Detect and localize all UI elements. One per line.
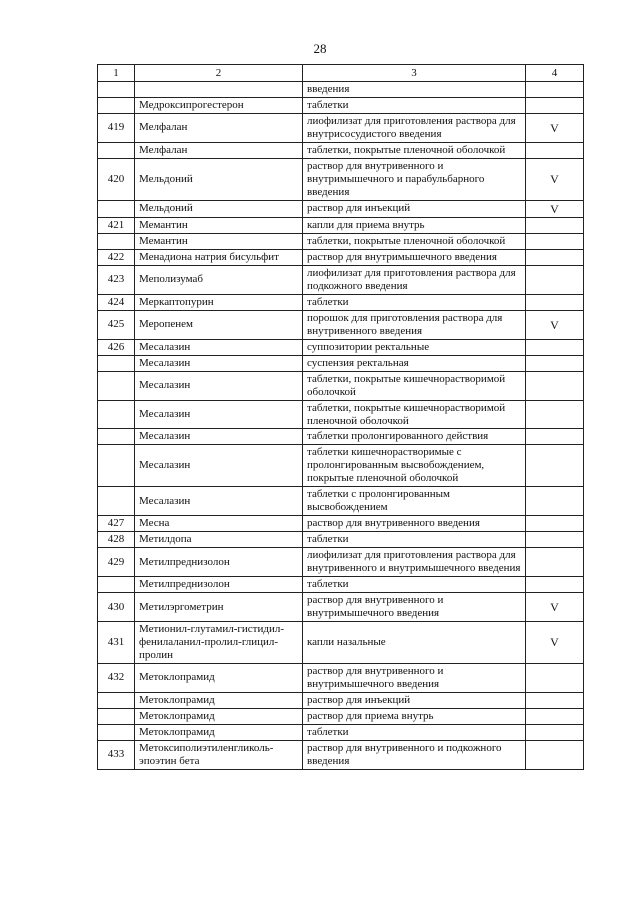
row-number [98,487,135,516]
drug-name: Месалазин [135,487,303,516]
v-mark [526,339,584,355]
dosage-form: раствор для инъекций [303,692,526,708]
drug-name: Месна [135,516,303,532]
dosage-form: таблетки [303,577,526,593]
v-mark [526,532,584,548]
drug-name: Менадиона натрия бисульфит [135,249,303,265]
table-row [98,339,584,355]
dosage-form: таблетки с пролонгированным высвобождением [303,487,526,516]
dosage-form: таблетки [303,532,526,548]
dosage-form: таблетки пролонгированного действия [303,429,526,445]
drug-name: Метилпреднизолон [135,548,303,577]
drug-name: Метилэргометрин [135,593,303,622]
column-header: 2 [135,65,303,82]
table-row [98,429,584,445]
row-number: 419 [98,113,135,142]
table-row [98,593,584,622]
row-number [98,355,135,371]
drug-name: Медроксипрогестерон [135,97,303,113]
table-row [98,158,584,200]
v-mark: V [526,113,584,142]
dosage-form: таблетки [303,724,526,740]
row-number: 430 [98,593,135,622]
dosage-form: таблетки, покрытые пленочной оболочкой [303,142,526,158]
v-mark [526,249,584,265]
table-row [98,355,584,371]
v-mark [526,217,584,233]
drug-name: Месалазин [135,400,303,429]
dosage-form: таблетки, покрытые кишечнорастворимой пленочной оболочкой [303,400,526,429]
dosage-form: суппозитории ректальные [303,339,526,355]
v-mark [526,400,584,429]
drug-name: Метоксиполиэтиленгликоль-эпоэтин бета [135,740,303,769]
dosage-form: раствор для инъекций [303,200,526,217]
table-row [98,532,584,548]
table-row [98,371,584,400]
dosage-form: раствор для внутримышечного введения [303,249,526,265]
v-mark [526,708,584,724]
row-number [98,97,135,113]
drug-name: Метоклопрамид [135,724,303,740]
column-header: 1 [98,65,135,82]
dosage-form: раствор для внутривенного и внутримышечного введения [303,593,526,622]
v-mark [526,724,584,740]
row-number: 423 [98,265,135,294]
row-number [98,142,135,158]
v-mark: V [526,310,584,339]
table-row [98,265,584,294]
dosage-form: таблетки, покрытые пленочной оболочкой [303,233,526,249]
v-mark [526,740,584,769]
row-number: 429 [98,548,135,577]
dosage-form: раствор для внутривенного введения [303,516,526,532]
dosage-form: таблетки [303,294,526,310]
dosage-form: раствор для приема внутрь [303,708,526,724]
row-number: 428 [98,532,135,548]
v-mark: V [526,593,584,622]
row-number [98,724,135,740]
table-row [98,310,584,339]
v-mark [526,663,584,692]
row-number: 431 [98,622,135,664]
column-header: 4 [526,65,584,82]
table-row [98,548,584,577]
v-mark: V [526,158,584,200]
drug-name: Метоклопрамид [135,708,303,724]
v-mark: V [526,622,584,664]
table-row [98,445,584,487]
drug-name: Месалазин [135,355,303,371]
v-mark [526,487,584,516]
drug-name: Мелфалан [135,142,303,158]
drug-name: Мелфалан [135,113,303,142]
table-row [98,516,584,532]
row-number: 422 [98,249,135,265]
dosage-form: порошок для приготовления раствора для внутривенного введения [303,310,526,339]
dosage-form: раствор для внутривенного и внутримышечного введения [303,663,526,692]
dosage-form: лиофилизат для приготовления раствора для подкожного введения [303,265,526,294]
table-row [98,692,584,708]
table-row [98,622,584,664]
row-number: 432 [98,663,135,692]
v-mark [526,429,584,445]
dosage-form: капли для приема внутрь [303,217,526,233]
row-number: 424 [98,294,135,310]
v-mark [526,577,584,593]
row-number [98,82,135,98]
table-row [98,663,584,692]
v-mark [526,294,584,310]
drug-table [97,64,584,770]
drug-name: Метилпреднизолон [135,577,303,593]
v-mark [526,371,584,400]
row-number [98,200,135,217]
row-number [98,445,135,487]
column-header: 3 [303,65,526,82]
drug-name: Меркаптопурин [135,294,303,310]
dosage-form: капли назальные [303,622,526,664]
row-number [98,577,135,593]
header-row [98,65,584,82]
row-number [98,233,135,249]
row-number [98,708,135,724]
row-number [98,371,135,400]
dosage-form: лиофилизат для приготовления раствора для внутривенного и внутримышечного введения [303,548,526,577]
drug-name: Месалазин [135,429,303,445]
dosage-form: таблетки [303,97,526,113]
table-row [98,82,584,98]
drug-name: Метоклопрамид [135,692,303,708]
table-row [98,577,584,593]
dosage-form: лиофилизат для приготовления раствора для внутрисосудистого введения [303,113,526,142]
drug-name: Месалазин [135,339,303,355]
row-number: 421 [98,217,135,233]
table-row [98,740,584,769]
drug-name [135,82,303,98]
drug-name: Метоклопрамид [135,663,303,692]
table-row [98,487,584,516]
drug-name: Мельдоний [135,200,303,217]
v-mark [526,97,584,113]
table-row [98,200,584,217]
drug-name: Метионил-глутамил-гистидил-фенилаланил-пролил-глицил-пролин [135,622,303,664]
drug-name: Месалазин [135,371,303,400]
page-number: 28 [313,41,327,56]
table-row [98,142,584,158]
v-mark [526,516,584,532]
table-row [98,249,584,265]
dosage-form: раствор для внутривенного и подкожного введения [303,740,526,769]
drug-name: Мельдоний [135,158,303,200]
dosage-form: суспензия ректальная [303,355,526,371]
dosage-form: раствор для внутривенного и внутримышечного и парабульбарного введения [303,158,526,200]
dosage-form: таблетки кишечнорастворимые с пролонгированным высвобождением, покрытые пленочной оболочкой [303,445,526,487]
v-mark [526,445,584,487]
table-row [98,217,584,233]
table-row [98,294,584,310]
table-row [98,400,584,429]
dosage-form: введения [303,82,526,98]
drug-name: Меполизумаб [135,265,303,294]
table-row [98,724,584,740]
v-mark [526,265,584,294]
drug-name: Мемантин [135,217,303,233]
v-mark: V [526,200,584,217]
v-mark [526,355,584,371]
table-row [98,233,584,249]
v-mark [526,548,584,577]
dosage-form: таблетки, покрытые кишечнорастворимой оболочкой [303,371,526,400]
row-number: 427 [98,516,135,532]
row-number [98,400,135,429]
row-number: 420 [98,158,135,200]
table-row [98,708,584,724]
row-number: 425 [98,310,135,339]
row-number: 433 [98,740,135,769]
row-number [98,429,135,445]
drug-name: Мемантин [135,233,303,249]
drug-name: Меропенем [135,310,303,339]
row-number [98,692,135,708]
v-mark [526,82,584,98]
row-number: 426 [98,339,135,355]
v-mark [526,692,584,708]
table-row [98,113,584,142]
drug-name: Метилдопа [135,532,303,548]
drug-name: Месалазин [135,445,303,487]
table-row [98,97,584,113]
v-mark [526,233,584,249]
v-mark [526,142,584,158]
